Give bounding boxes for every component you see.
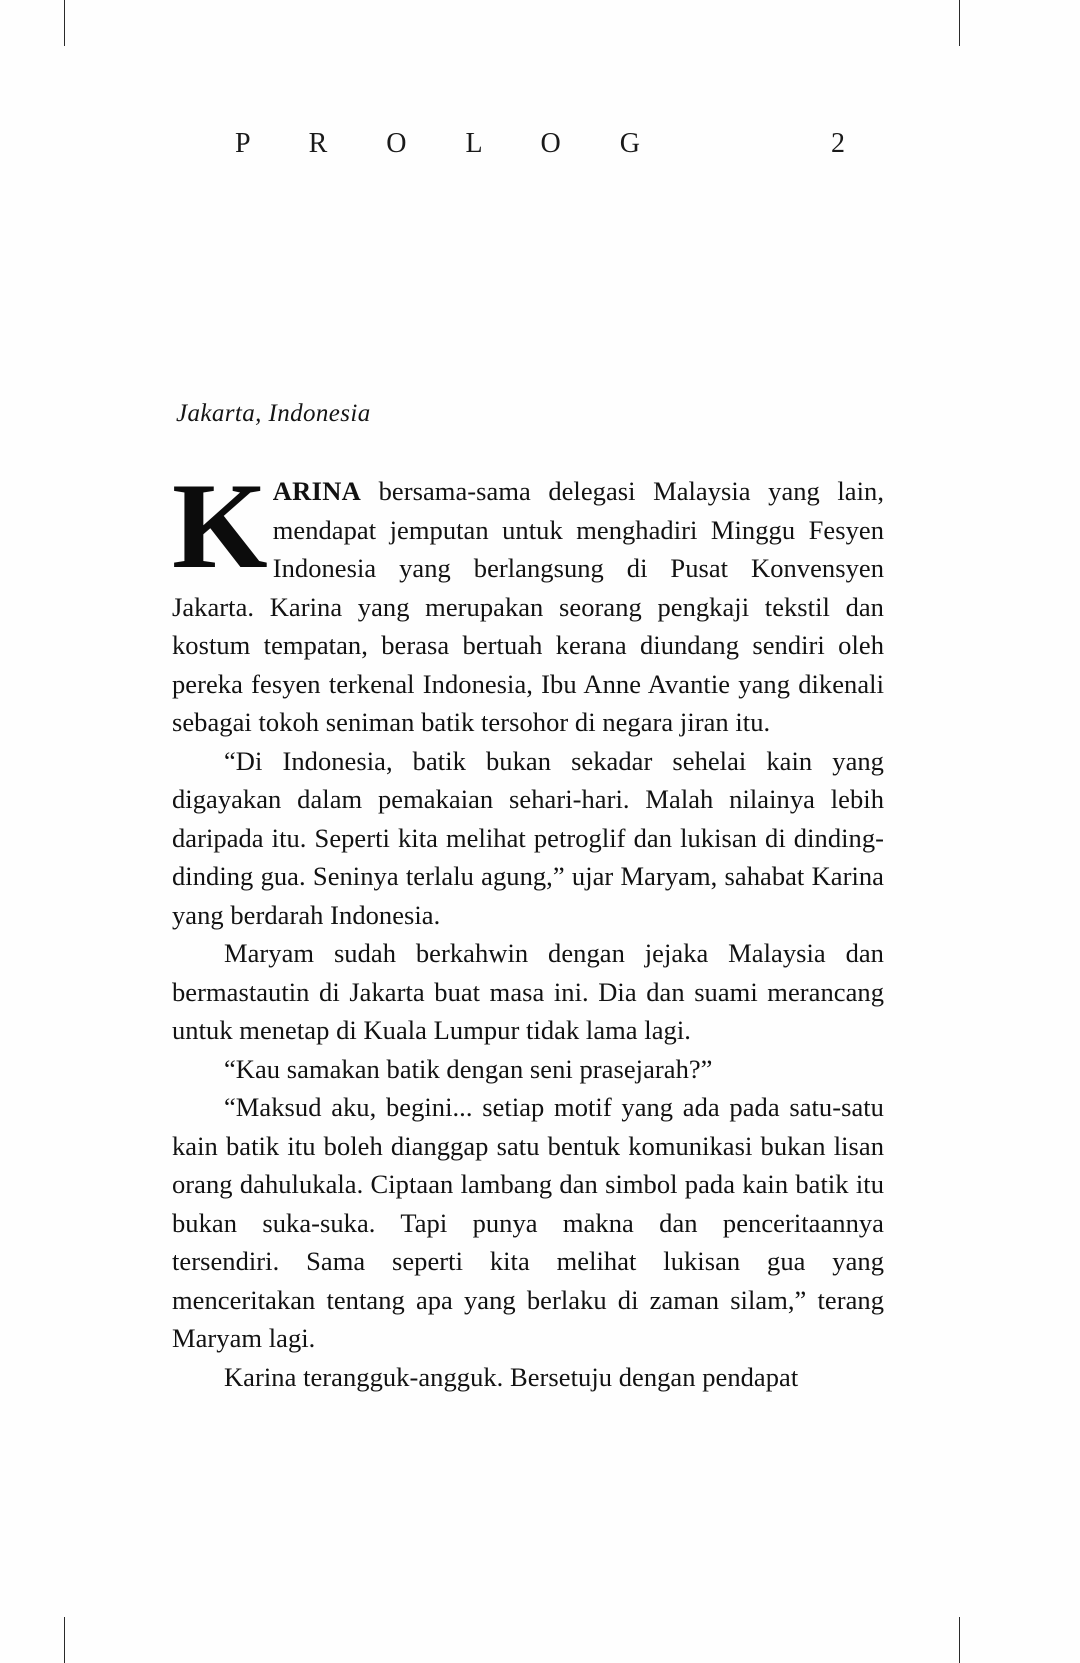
- crop-mark-top-right: [959, 0, 960, 46]
- paragraph-opening-text: bersama-sama delegasi Malaysia yang lain, mendapat jemputan untuk menghadiri Minggu Fesyen Indonesia yang berlangsung di Pusat Konvensyen Jakarta. Karina yang merupakan seorang pengkaji tekstil dan kostum tempatan, berasa bertuah kerana diundang sendiri oleh pereka fesyen terkenal Indonesia, Ibu Anne Avantie yang dikenali sebagai tokoh seniman batik tersohor di negara jiran itu.: [172, 476, 884, 737]
- opening-smallcaps: ARINA: [272, 476, 362, 506]
- drop-cap: K: [172, 457, 268, 594]
- place-line: Jakarta, Indonesia: [176, 400, 371, 427]
- crop-mark-bottom-right: [959, 1617, 960, 1663]
- crop-mark-top-left: [64, 0, 65, 46]
- text-block: [172, 400, 884, 1396]
- paragraph-2: “Di Indonesia, batik bukan sekadar sehelai kain yang digayakan dalam pemakaian sehari-hari. Malah nilainya lebih daripada itu. Seperti kita melihat petroglif dan lukisan di dinding-dinding gua. Seninya terlalu agung,” ujar Maryam, sahabat Karina yang berdarah Indonesia.: [172, 745, 884, 930]
- paragraph-opening: [172, 457, 884, 742]
- paragraph-6: Karina terangguk-angguk. Bersetuju dengan pendapat: [224, 1361, 799, 1392]
- crop-mark-bottom-left: [64, 1617, 65, 1663]
- paragraph-5: “Maksud aku, begini... setiap motif yang ada pada satu-satu kain batik itu boleh dianggap satu bentuk komunikasi bukan lisan orang dahulukala. Ciptaan lambang dan simbol pada kain batik itu bukan suka-suka. Tapi punya makna dan penceritaannya tersendiri. Sama seperti kita melihat lukisan gua yang menceritakan tentang apa yang berlaku di zaman silam,” terang Maryam lagi.: [172, 1092, 884, 1353]
- running-head: P R O L O G 2: [235, 128, 871, 159]
- paragraph-4: “Kau samakan batik dengan seni prasejarah?”: [224, 1053, 713, 1084]
- paragraph-3: Maryam sudah berkahwin dengan jejaka Malaysia dan bermastautin di Jakarta buat masa ini. Dia dan suami merancang untuk menetap di Kuala Lumpur tidak lama lagi.: [172, 938, 884, 1045]
